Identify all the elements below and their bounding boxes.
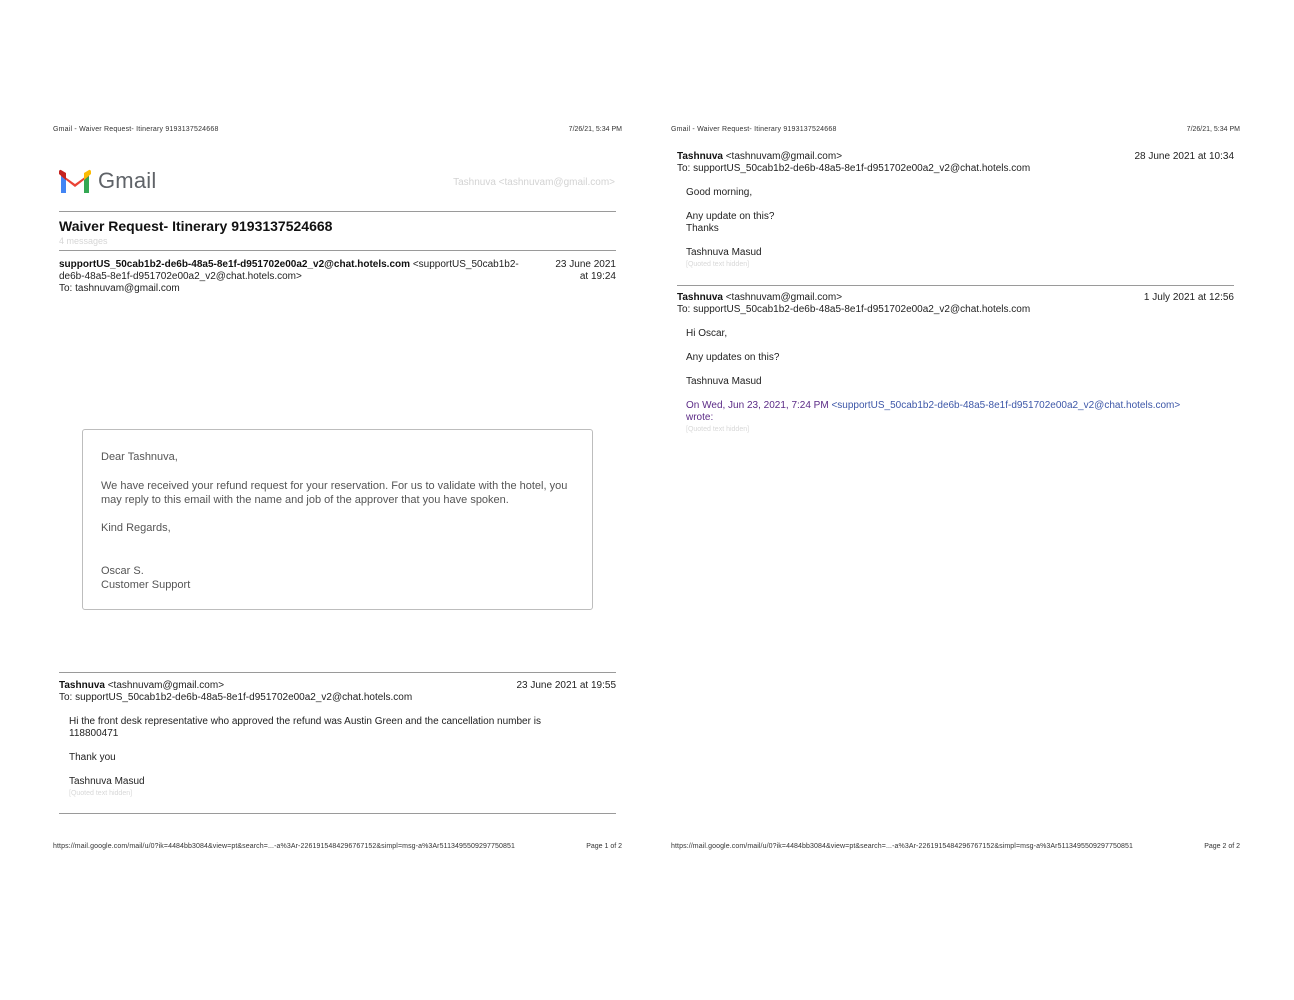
divider <box>59 211 616 212</box>
message-3-body <box>686 187 1186 259</box>
body-line: Thank you <box>69 752 116 763</box>
message-2-header <box>59 680 499 704</box>
message-1-body-card <box>82 429 593 610</box>
reply-prefix: On Wed, Jun 23, 2021, 7:24 PM <box>686 400 829 411</box>
page-header-title: Gmail - Waiver Request- Itinerary 9193137524668 <box>53 126 219 133</box>
recipient: To: supportUS_50cab1b2-de6b-48a5-8e1f-d951702e00a2_v2@chat.hotels.com <box>59 692 413 703</box>
message-4-header <box>677 292 1097 316</box>
email-subject: Waiver Request- Itinerary 9193137524668 <box>59 218 333 234</box>
page-footer-url: https://mail.google.com/mail/u/0?ik=4484bb3084&view=pt&search=...-a%3Ar-2261915484296767152&simpl=msg-a%3Ar5113495509297750851 <box>671 843 1133 850</box>
message-4-body <box>686 328 1226 424</box>
closing: Kind Regards, <box>101 522 171 534</box>
sender-name: Tashnuva <box>677 292 723 303</box>
date-line: 23 June 2021 <box>555 259 616 270</box>
sender-name: Tashnuva <box>677 151 723 162</box>
message-1-date <box>555 259 616 283</box>
body-line: Any updates on this? <box>686 352 780 363</box>
body-line: Hi Oscar, <box>686 328 728 339</box>
quoted-text-hidden: [Quoted text hidden] <box>69 790 133 797</box>
sender-address: <tashnuvam@gmail.com> <box>107 680 225 691</box>
body-paragraph: We have received your refund request for your reservation. For us to validate with the hotel, you may reply to this email with the name and job of the approver that you have spoken. <box>101 480 568 506</box>
gmail-logo <box>59 168 156 194</box>
reply-attribution <box>686 400 1226 412</box>
sender-address: <tashnuvam@gmail.com> <box>725 151 843 162</box>
recipient: To: tashnuvam@gmail.com <box>59 283 180 294</box>
page-footer-number: Page 1 of 2 <box>586 843 622 850</box>
quoted-text-hidden: [Quoted text hidden] <box>686 426 750 433</box>
message-count: 4 messages <box>59 236 108 246</box>
page-header-timestamp: 7/26/21, 5:34 PM <box>1186 126 1240 133</box>
signature: Tashnuva Masud <box>69 776 145 787</box>
gmail-logo-text: Gmail <box>98 168 157 193</box>
message-3-from <box>677 151 1097 163</box>
divider <box>59 672 616 673</box>
message-2-body <box>69 716 569 788</box>
sender-name: supportUS_50cab1b2-de6b-48a5-8e1f-d951702e00a2_v2@chat.hotels.com <box>59 259 411 270</box>
signature: Tashnuva Masud <box>686 376 762 387</box>
body-line: 118800471 <box>69 728 119 739</box>
divider <box>59 813 616 814</box>
page-footer-url: https://mail.google.com/mail/u/0?ik=4484bb3084&view=pt&search=...-a%3Ar-2261915484296767152&simpl=msg-a%3Ar5113495509297750851 <box>53 843 515 850</box>
quoted-text-hidden: [Quoted text hidden] <box>686 261 750 268</box>
message-4-date: 1 July 2021 at 12:56 <box>1143 292 1234 303</box>
divider <box>677 285 1234 286</box>
body-line: Hi the front desk representative who approved the refund was Austin Green and the cancellation number is <box>69 716 541 727</box>
signer-name: Oscar S. <box>101 565 144 577</box>
gmail-m-icon <box>59 169 91 193</box>
message-3-header <box>677 151 1097 175</box>
message-1-header <box>59 259 539 295</box>
reply-address-link[interactable]: <supportUS_50cab1b2-de6b-48a5-8e1f-d951702e00a2_v2@chat.hotels.com> <box>831 400 1181 411</box>
recipient: To: supportUS_50cab1b2-de6b-48a5-8e1f-d951702e00a2_v2@chat.hotels.com <box>677 304 1031 315</box>
sender-address-cont: de6b-48a5-8e1f-d951702e00a2_v2@chat.hotels.com> <box>59 271 302 282</box>
message-2-from <box>59 680 499 692</box>
sender-name: Tashnuva <box>59 680 105 691</box>
print-page-2 <box>647 0 1294 1000</box>
time-line: at 19:24 <box>579 271 616 282</box>
message-4-from <box>677 292 1097 304</box>
page-footer-number: Page 2 of 2 <box>1204 843 1240 850</box>
message-3-date: 28 June 2021 at 10:34 <box>1134 151 1234 162</box>
account-label: Tashnuva <tashnuvam@gmail.com> <box>453 177 615 188</box>
message-2-date: 23 June 2021 at 19:55 <box>516 680 616 691</box>
sender-address: <tashnuvam@gmail.com> <box>725 292 843 303</box>
reply-wrote: wrote: <box>686 412 714 423</box>
signature: Tashnuva Masud <box>686 247 762 258</box>
page-header-timestamp: 7/26/21, 5:34 PM <box>568 126 622 133</box>
greeting: Dear Tashnuva, <box>101 451 178 463</box>
divider <box>59 250 616 251</box>
sender-address: <supportUS_50cab1b2- <box>412 259 519 270</box>
recipient: To: supportUS_50cab1b2-de6b-48a5-8e1f-d951702e00a2_v2@chat.hotels.com <box>677 163 1031 174</box>
signer-title: Customer Support <box>101 579 191 591</box>
body-line: Any update on this? <box>686 211 775 222</box>
body-line: Good morning, <box>686 187 753 198</box>
message-1-from <box>59 259 539 271</box>
page-header-title: Gmail - Waiver Request- Itinerary 9193137524668 <box>671 126 837 133</box>
body-line: Thanks <box>686 223 719 234</box>
